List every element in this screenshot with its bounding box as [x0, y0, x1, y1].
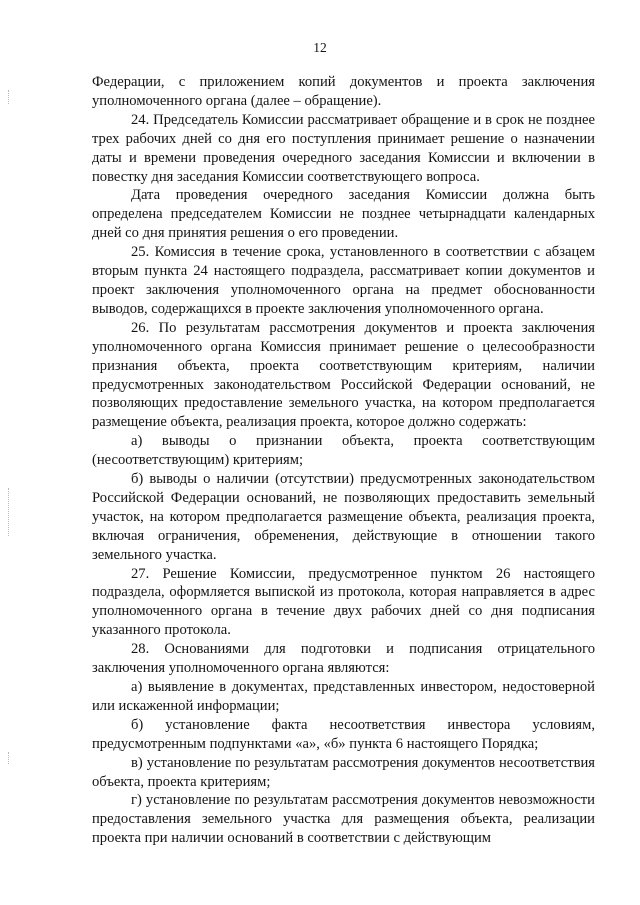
paragraph-28-g: г) установление по результатам рассмотрения документов невозможности предоставления земельного участка для размещения объекта, реализации проекта при наличии оснований в соответствии с действующим	[92, 792, 595, 847]
paragraph-24: 24. Председатель Комиссии рассматривает обращение и в срок не позднее трех рабочих дней со дня его поступления принимает решение о назначении даты и времени проведения очередного заседания Комиссии и включении в повестку дня заседания Комиссии соответствующего вопроса.	[92, 111, 595, 185]
paragraph-28: 28. Основаниями для подготовки и подписания отрицательного заключения уполномоченного органа являются:	[92, 641, 595, 677]
page-number: 12	[313, 40, 327, 55]
scan-margin-mark	[8, 752, 10, 764]
paragraph-28-a: а) выявление в документах, представленных инвестором, недостоверной или искаженной информации;	[92, 679, 595, 714]
paragraph-26-a: а) выводы о признании объекта, проекта соответствующим (несоответствующим) критериям;	[92, 433, 595, 469]
paragraph-continuation: Федерации, с приложением копий документов и проекта заключения уполномоченного органа (далее – обращение).	[92, 74, 595, 109]
scan-margin-mark	[8, 90, 10, 104]
paragraph-27: 27. Решение Комиссии, предусмотренное пунктом 26 настоящего подраздела, оформляется выпиской из протокола, которая направляется в адрес уполномоченного органа в течение двух рабочих дней со дня подписания указанного протокола.	[92, 565, 595, 639]
paragraph-24-second: Дата проведения очередного заседания Комиссии должна быть определена председателем Комиссии не позднее четырнадцати календарных дней со дня принятия решения о его проведении.	[92, 187, 595, 242]
scan-margin-mark	[8, 488, 10, 536]
paragraph-28-v: в) установление по результатам рассмотрения документов несоответствия объекта, проекта критериям;	[92, 754, 595, 790]
paragraph-28-b: б) установление факта несоответствия инвестора условиям, предусмотренным подпунктами «а», «б» пункта 6 настоящего Порядка;	[92, 716, 595, 752]
paragraph-26-b: б) выводы о наличии (отсутствии) предусмотренных законодательством Российской Федерации оснований, не позволяющих предоставить земельный участок, на котором предполагается размещение объекта, реализация проекта, включая ограничения, обременения, действующие в отношении такого земельного участка.	[92, 471, 595, 563]
document-body	[92, 73, 595, 848]
paragraph-25: 25. Комиссия в течение срока, установленного в соответствии с абзацем вторым пункта 24 настоящего подраздела, рассматривает копии документов и проект заключения уполномоченного органа на предмет обоснованности выводов, содержащихся в проекте заключения уполномоченного органа.	[92, 244, 595, 317]
paragraph-26: 26. По результатам рассмотрения документов и проекта заключения уполномоченного органа Комиссия принимает решение о целесообразности признания объекта, проекта соответствующим критериям, наличии предусмотренных законодательством Российской Федерации оснований, не позволяющих предоставление земельного участка, на котором предполагается размещение объекта, реализация проекта, которое должно содержать:	[92, 319, 595, 431]
